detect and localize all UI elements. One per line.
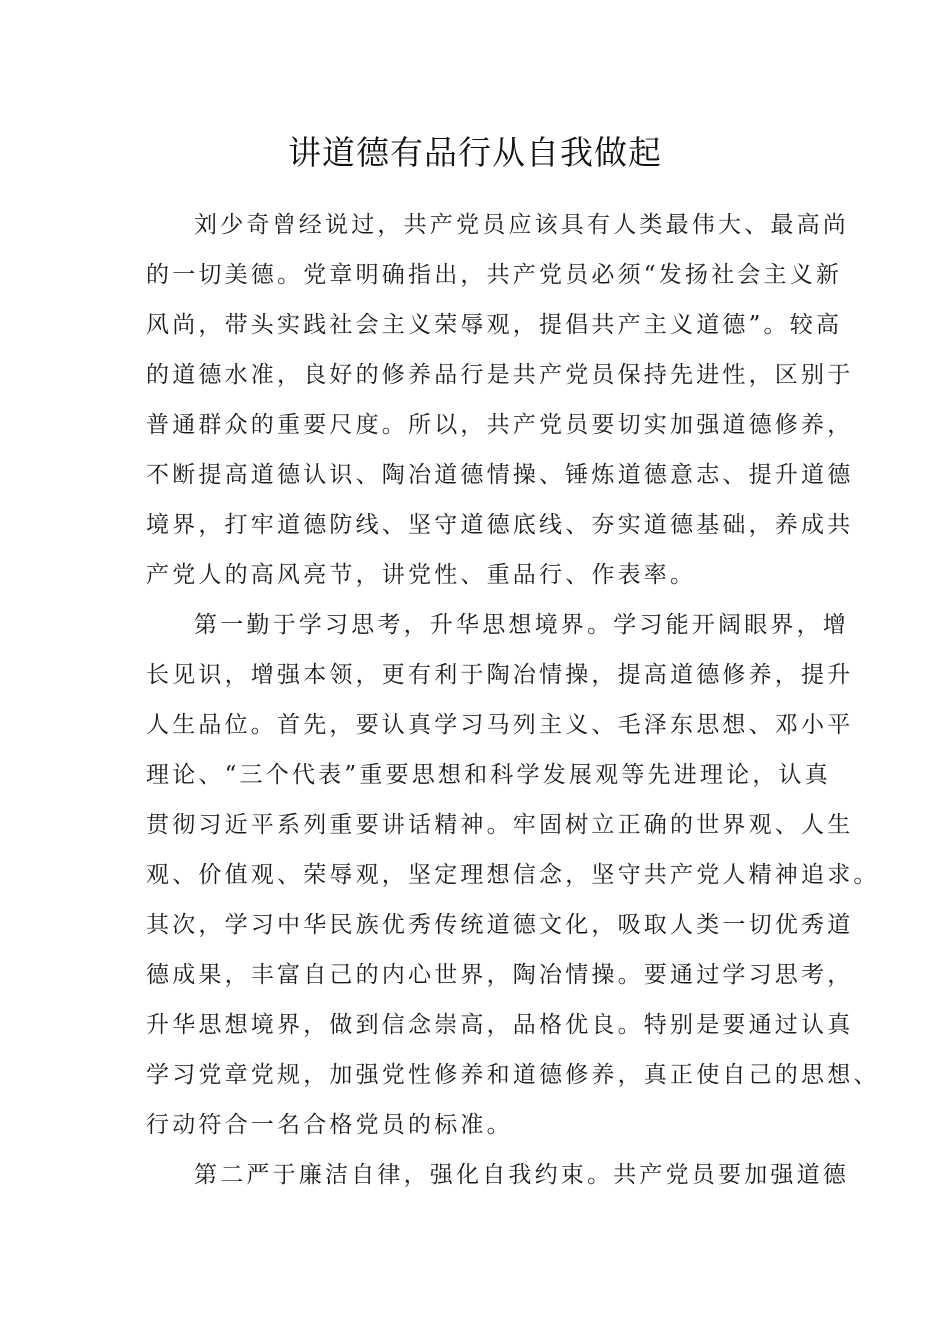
text-line: 学习党章党规，加强党性修养和道德修养，真正使自己的思想、 — [146, 1062, 880, 1088]
text-line: 德成果，丰富自己的内心世界，陶冶情操。要通过学习思考， — [146, 962, 854, 988]
paragraph-2 — [146, 600, 880, 1150]
text-line: 长见识，增强本领，更有利于陶冶情操，提高道德修养，提升 — [146, 662, 854, 688]
text-line: 其次，学习中华民族优秀传统道德文化，吸取人类一切优秀道 — [146, 912, 854, 938]
text-line: 升华思想境界，做到信念崇高，品格优良。特别是要通过认真 — [146, 1012, 854, 1038]
text-line: 人生品位。首先，要认真学习马列主义、毛泽东思想、邓小平 — [146, 712, 854, 738]
text-line: 第一勤于学习思考，升华思想境界。学习能开阔眼界，增 — [194, 612, 849, 638]
text-line: 贯彻习近平系列重要讲话精神。牢固树立正确的世界观、人生 — [146, 812, 854, 838]
text-line: 产党人的高风亮节，讲党性、重品行、作表率。 — [146, 562, 697, 588]
document-title: 讲道德有品行从自我做起 — [288, 133, 662, 172]
text-line: 刘少奇曾经说过，共产党员应该具有人类最伟大、最高尚 — [194, 212, 849, 238]
text-line: 第二严于廉洁自律，强化自我约束。共产党员要加强道德 — [194, 1162, 849, 1188]
paragraph-3 — [146, 1150, 849, 1200]
text-line: 境界，打牢道德防线、坚守道德底线、夯实道德基础，养成共 — [146, 512, 854, 538]
text-line: 的一切美德。党章明确指出，共产党员必须“发扬社会主义新 — [146, 262, 843, 288]
paragraph-1 — [146, 200, 854, 600]
text-line: 风尚，带头实践社会主义荣辱观，提倡共产主义道德”。较高 — [146, 312, 843, 338]
text-line: 普通群众的重要尺度。所以，共产党员要切实加强道德修养， — [146, 412, 854, 438]
text-line: 观、价值观、荣辱观，坚定理想信念，坚守共产党人精神追求。 — [146, 862, 880, 888]
text-line: 的道德水准，良好的修养品行是共产党员保持先进性，区别于 — [146, 362, 854, 388]
document-body — [146, 200, 880, 1200]
text-line: 理论、“三个代表”重要思想和科学发展观等先进理论，认真 — [146, 762, 831, 788]
text-line: 不断提高道德认识、陶冶道德情操、锤炼道德意志、提升道德 — [146, 462, 854, 488]
text-line: 行动符合一名合格党员的标准。 — [146, 1112, 513, 1138]
